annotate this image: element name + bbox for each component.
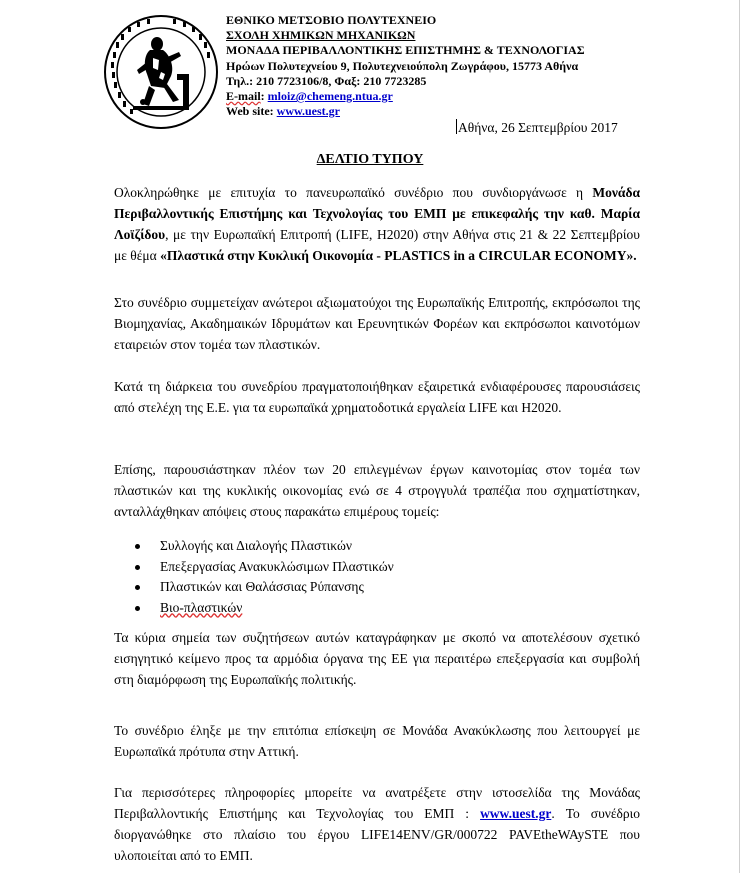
date-line [456,119,618,136]
paragraph-more-info [114,782,640,866]
bullet-icon [135,565,140,570]
list-item [114,577,394,598]
list-item [114,598,394,619]
uest-link[interactable]: www.uest.gr [480,806,552,821]
website-line [226,104,585,119]
text-cursor [456,119,457,134]
paragraph-outcomes: Τα κύρια σημεία των συζητήσεων αυτών καταγράφηκαν με σκοπό να αποτελέσουν σχετικό εισηγητικό κείμενο προς τα αρμόδια όργανα της ΕΕ για περαιτέρω επεξεργασία και συμβολή στη διαμόρφωση της Ευρωπαϊκής πολιτικής. [114,630,640,687]
paragraph-projects: Επίσης, παρουσιάστηκαν πλέον των 20 επιλεγμένων έργων καινοτομίας στον τομέα των πλαστικών και της κυκλικής οικονομίας ενώ σε 4 στρογγυλά τραπέζια που σχηματίστηκαν, ανταλλάχθηκαν απόψεις στους παρακάτω επιμέρους τομείς: [114,462,640,519]
paragraph-intro [114,182,640,266]
paragraph-visit: Το συνέδριο έληξε με την επιτόπια επίσκεψη σε Μονάδα Ανακύκλωσης που λειτουργεί με Ευρωπαϊκά πρότυπα στην Αττική. [114,723,640,759]
bullet-icon [135,544,140,549]
paragraph-participants: Στο συνέδριο συμμετείχαν ανώτεροι αξιωματούχοι της Ευρωπαϊκής Επιτροπής, εκπρόσωποι της Βιομηχανίας, Ακαδημαικών Ιδρυμάτων και Ερευνητικών Φορέων και εκπρόσωποι καινοτόμων εταιρειών στον τομέα των πλαστικών. [114,295,640,352]
email-line: E-mail: mloiz@chemeng.ntua.gr [226,89,393,104]
list-item-text: Βιο-πλαστικών [160,599,243,615]
website-link[interactable]: www.uest.gr [276,104,340,119]
unit-name: ΜΟΝΑΔΑ ΠΕΡΙΒΑΛΛΟΝΤΙΚΗΣ ΕΠΙΣΤΗΜΗΣ & ΤΕΧΝΟΛΟΓΙΑΣ [226,43,585,58]
intro-text-a: Ολοκληρώθηκε με επιτυχία το πανευρωπαϊκό συνέδριο που συνδιοργάνωσε η [114,185,593,200]
bullet-icon [135,585,140,590]
ntua-logo-icon [103,14,219,130]
list-item-text: Επεξεργασίας Ανακυκλώσιμων Πλαστικών [160,558,394,574]
date-text: Αθήνα, 26 Σεπτεμβρίου 2017 [458,120,618,135]
address: Ηρώων Πολυτεχνείου 9, Πολυτεχνειούπολη Ζωγράφου, 15773 Αθήνα [226,58,579,73]
list-item [114,557,394,578]
intro-text-topic: «Πλαστικά στην Κυκλική Οικονομία - PLASTICS in a CIRCULAR ECONOMY». [160,248,637,263]
more-info-text-b: . Το συνέδριο διοργανώθηκε στο πλαίσιο του έργου LIFE14ENV/GR/000722 PAVEtheWAySTE που υλοποιείται από το ΕΜΠ. [114,806,640,863]
school-name: ΣΧΟΛΗ ΧΗΜΙΚΩΝ ΜΗΧΑΝΙΚΩΝ [226,28,416,43]
list-item-text: Πλαστικών και Θαλάσσιας Ρύπανσης [160,579,364,594]
website-label: Web site: [226,104,277,119]
bullet-icon [135,606,140,611]
phone-fax: Τηλ.: 210 7723106/8, Φαξ: 210 7723285 [226,73,427,88]
intro-text-bold: Μονάδα Περιβαλλοντικής Επιστήμης και Τεχνολογίας του ΕΜΠ με επικεφαλής την καθ. Μαρία Λοϊζίδου [114,185,640,242]
topic-list [114,536,394,618]
letterhead [226,13,585,119]
intro-text-c: , με την Ευρωπαϊκή Επιτροπή (LIFE, H2020) στην Αθήνα στις 21 & 22 Σεπτεμβρίου με θέμα [114,227,640,263]
page-title: ΔΕΛΤΙΟ ΤΥΠΟΥ [316,152,424,167]
list-item [114,536,394,557]
list-item-text: Συλλογής και Διαλογής Πλαστικών [160,538,352,553]
email-link[interactable]: mloiz@chemeng.ntua.gr [267,89,393,104]
institution-name: ΕΘΝΙΚΟ ΜΕΤΣΟΒΙΟ ΠΟΛΥΤΕΧΝΕΙΟ [226,13,437,27]
email-label: E-mail [226,89,261,104]
more-info-text-a: Για περισσότερες πληροφορίες μπορείτε να ανατρέξετε στην ιστοσελίδα της Μονάδας Περιβαλλοντικής Επιστήμης και Τεχνολογίας του ΕΜΠ : [114,785,640,821]
paragraph-presentations: Κατά τη διάρκεια του συνεδρίου πραγματοποιήθηκαν εξαιρετικά ενδιαφέρουσες παρουσιάσεις από στελέχη της Ε.Ε. για τα ευρωπαϊκά χρηματοδοτικά εργαλεία LIFE και H2020. [114,379,640,415]
